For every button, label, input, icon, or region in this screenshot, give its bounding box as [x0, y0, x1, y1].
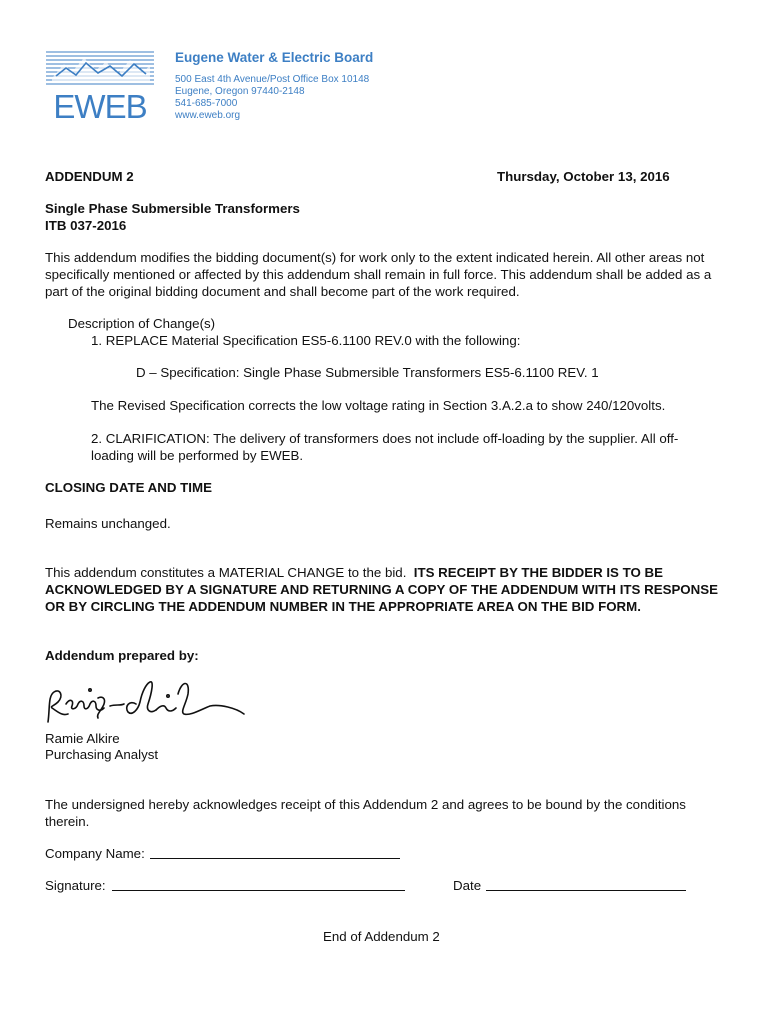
- preparer-role: Purchasing Analyst: [45, 747, 159, 762]
- material-change-bold: ITS RECEIPT BY THE BIDDER IS TO BE ACKNOWLEDGED BY A SIGNATURE AND RETURNING A COPY OF THE ADDENDUM WITH ITS RESPONSE OR BY CIRCLING THE ADDENDUM NUMBER IN THE APPROPRIATE AREA ON THE BID FORM.: [45, 565, 718, 614]
- org-address-line2: Eugene, Oregon 97440-2148: [175, 86, 305, 97]
- addendum-date: Thursday, October 13, 2016: [497, 169, 670, 184]
- company-name-label: Company Name:: [45, 846, 145, 861]
- preparer-name: Ramie Alkire: [45, 731, 120, 746]
- org-name: Eugene Water & Electric Board: [175, 50, 374, 65]
- eweb-logo: [46, 48, 154, 122]
- logo-wordmark: EWEB: [53, 88, 147, 122]
- addendum-number: ADDENDUM 2: [45, 169, 134, 184]
- material-change-paragraph: [45, 564, 725, 615]
- change-item-2: 2. CLARIFICATION: The delivery of transformers does not include off-loading by the supplier. All off-loading will be performed by EWEB.: [91, 431, 679, 463]
- intro-paragraph: This addendum modifies the bidding document(s) for work only to the extent indicated herein. All other areas not specifically mentioned or affected by this addendum shall remain in full force. This addendum shall be added as a part of the original bidding document and shall become part of the work required.: [45, 250, 712, 299]
- end-of-addendum: End of Addendum 2: [323, 929, 440, 944]
- acknowledgement-paragraph: The undersigned hereby acknowledges receipt of this Addendum 2 and agrees to be bound by the conditions therein.: [45, 797, 686, 829]
- prepared-by-heading: Addendum prepared by:: [45, 648, 199, 663]
- change-item-1-note: The Revised Specification corrects the low voltage rating in Section 3.A.2.a to show 240/120volts.: [91, 398, 666, 413]
- company-name-field[interactable]: [150, 845, 400, 859]
- date-label: Date: [453, 878, 482, 893]
- closing-text: Remains unchanged.: [45, 516, 171, 531]
- itb-number: ITB 037-2016: [45, 218, 127, 233]
- org-website[interactable]: www.eweb.org: [175, 110, 241, 121]
- signature-label: Signature:: [45, 878, 106, 893]
- signature-field[interactable]: [112, 877, 405, 891]
- changes-heading: Description of Change(s): [68, 316, 216, 331]
- date-field[interactable]: [486, 877, 686, 891]
- handwritten-signature: [40, 670, 250, 732]
- material-change-lead: This addendum constitutes a MATERIAL CHANGE to the bid.: [45, 565, 414, 580]
- org-phone: 541-685-7000: [175, 98, 238, 109]
- closing-heading: CLOSING DATE AND TIME: [45, 480, 212, 495]
- change-item-1: 1. REPLACE Material Specification ES5-6.1100 REV.0 with the following:: [91, 333, 521, 348]
- change-item-1-spec: D – Specification: Single Phase Submersible Transformers ES5-6.1100 REV. 1: [136, 365, 599, 380]
- addendum-title: Single Phase Submersible Transformers: [45, 201, 300, 216]
- org-address-line1: 500 East 4th Avenue/Post Office Box 10148: [175, 74, 370, 85]
